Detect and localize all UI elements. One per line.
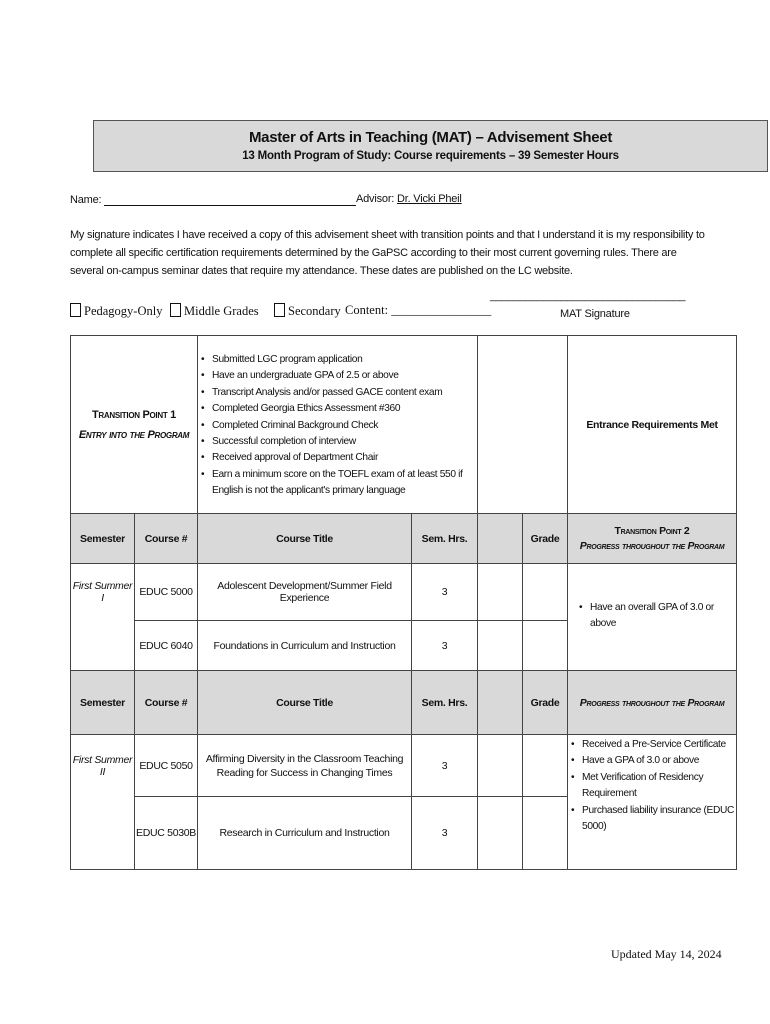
- list-item: • Completed Criminal Background Check: [212, 418, 477, 434]
- document-title: Master of Arts in Teaching (MAT) – Advisement Sheet: [248, 129, 613, 146]
- updated-date: Updated May 14, 2024: [611, 947, 722, 961]
- name-label: Name:: [70, 194, 102, 206]
- list-item: • Have a GPA of 3.0 or above: [582, 753, 736, 769]
- advisor-value: Dr. Vicki Pheil: [397, 193, 462, 205]
- blank-header: [478, 671, 523, 735]
- sem-hours-header: Sem. Hrs.: [412, 514, 478, 564]
- list-item: • Have an undergraduate GPA of 2.5 or above: [212, 368, 477, 384]
- transition-point-1-subtitle: Entry into the Program: [78, 428, 190, 441]
- transition-point-2-header: [568, 514, 737, 564]
- signature-line: _________________________________: [490, 290, 686, 302]
- middle-grades-label: Middle Grades: [184, 304, 259, 318]
- document-subtitle: 13 Month Program of Study: Course requirements – 39 Semester Hours: [242, 150, 619, 162]
- semester-header: Semester: [71, 514, 135, 564]
- course-title-cell: Adolescent Development/Summer Field Experience: [198, 564, 412, 621]
- content-label: Content:: [345, 303, 389, 317]
- transition-point-1-title: Transition Point 1: [92, 408, 176, 421]
- sem-hours-cell: 3: [412, 797, 478, 870]
- option-middle-grades[interactable]: [170, 303, 259, 319]
- table-header-row: [71, 514, 737, 564]
- advisor-label: Advisor:: [356, 193, 395, 205]
- transition-point-1-cell: [71, 336, 198, 514]
- pedagogy-label: Pedagogy-Only: [84, 304, 163, 318]
- table-row: [71, 735, 737, 797]
- document-header: [93, 120, 768, 172]
- grade-cell[interactable]: [523, 564, 568, 621]
- semester-cell: [71, 797, 135, 870]
- option-pedagogy[interactable]: [70, 303, 162, 319]
- sem-hours-cell: 3: [412, 735, 478, 797]
- blank-cell: [478, 797, 523, 870]
- entrance-requirements-met: Entrance Requirements Met: [568, 336, 737, 514]
- list-item: • Earn a minimum score on the TOEFL exam of at least 550 if English is not the applicant's primary language: [212, 467, 477, 500]
- progress-requirements-list: [568, 737, 736, 835]
- course-number-cell: EDUC 6040: [135, 621, 198, 671]
- grade-header: Grade: [523, 671, 568, 735]
- blank-header: [478, 514, 523, 564]
- middle-grades-checkbox[interactable]: [170, 303, 181, 317]
- list-item: • Transcript Analysis and/or passed GACE content exam: [212, 385, 477, 401]
- advisor-row: [356, 193, 472, 205]
- grade-cell[interactable]: [523, 735, 568, 797]
- list-item: • Received approval of Department Chair: [212, 450, 477, 466]
- grade-header: Grade: [523, 514, 568, 564]
- entry-requirements-cell: [198, 336, 478, 514]
- option-secondary[interactable]: [274, 303, 341, 319]
- blank-cell: [478, 564, 523, 621]
- semester-cell: First Summer II: [71, 735, 135, 797]
- secondary-label: Secondary: [288, 304, 341, 318]
- list-item: • Purchased liability insurance (EDUC 5000): [582, 803, 736, 836]
- advisement-table: [70, 335, 737, 870]
- list-item: • Successful completion of interview: [212, 434, 477, 450]
- semester-header: Semester: [71, 671, 135, 735]
- course-number-cell: EDUC 5030B: [135, 797, 198, 870]
- transition-point-2-title: Transition Point 2: [614, 525, 690, 537]
- list-item: • Completed Georgia Ethics Assessment #360: [212, 401, 477, 417]
- course-number-header: Course #: [135, 514, 198, 564]
- course-number-cell: EDUC 5000: [135, 564, 198, 621]
- course-title-cell: Research in Curriculum and Instruction: [198, 797, 412, 870]
- course-number-cell: EDUC 5050: [135, 735, 198, 797]
- name-row: [70, 193, 356, 206]
- progress-requirements-list: [568, 600, 736, 633]
- blank-cell: [478, 735, 523, 797]
- table-row: [71, 564, 737, 621]
- content-field[interactable]: [345, 303, 491, 318]
- semester-cell: [71, 621, 135, 671]
- empty-cell: [478, 336, 568, 514]
- list-item: • Have an overall GPA of 3.0 or above: [590, 600, 736, 633]
- progress-header-title: Progress throughout the Program: [579, 696, 725, 709]
- entry-requirements-list: [198, 352, 477, 500]
- course-title-cell: Affirming Diversity in the Classroom Teaching Reading for Success in Changing Times: [198, 735, 412, 797]
- list-item: • Received a Pre-Service Certificate: [582, 737, 736, 753]
- grade-cell[interactable]: [523, 621, 568, 671]
- progress-header: [568, 671, 737, 735]
- secondary-checkbox[interactable]: [274, 303, 285, 317]
- signature-label: MAT Signature: [560, 308, 630, 320]
- pedagogy-checkbox[interactable]: [70, 303, 81, 317]
- course-title-cell: Foundations in Curriculum and Instruction: [198, 621, 412, 671]
- grade-cell[interactable]: [523, 797, 568, 870]
- content-blank: ________________: [391, 303, 492, 317]
- transition-point-2-subtitle: Progress throughout the Program: [579, 540, 725, 552]
- sem-hours-cell: 3: [412, 564, 478, 621]
- sem-hours-header: Sem. Hrs.: [412, 671, 478, 735]
- course-title-header: Course Title: [198, 514, 412, 564]
- course-number-header: Course #: [135, 671, 198, 735]
- course-title-header: Course Title: [198, 671, 412, 735]
- transition-point-1-row: [71, 336, 737, 514]
- blank-cell: [478, 621, 523, 671]
- sem-hours-cell: 3: [412, 621, 478, 671]
- list-item: • Submitted LGC program application: [212, 352, 477, 368]
- table-header-row: [71, 671, 737, 735]
- semester-cell: First Summer I: [71, 564, 135, 621]
- name-field[interactable]: [104, 193, 356, 206]
- signature-statement: My signature indicates I have received a copy of this advisement sheet with transition points and that I understand it is my responsibility to complete all specific certification requirements determined by the GaPSC according to their most current governing rules. There are several on-campus seminar dates that require my attendance. These dates are published on the LC website.: [70, 229, 705, 277]
- progress-requirements-cell: [568, 735, 737, 870]
- list-item: • Met Verification of Residency Requirement: [582, 770, 736, 803]
- progress-requirements-cell: [568, 564, 737, 671]
